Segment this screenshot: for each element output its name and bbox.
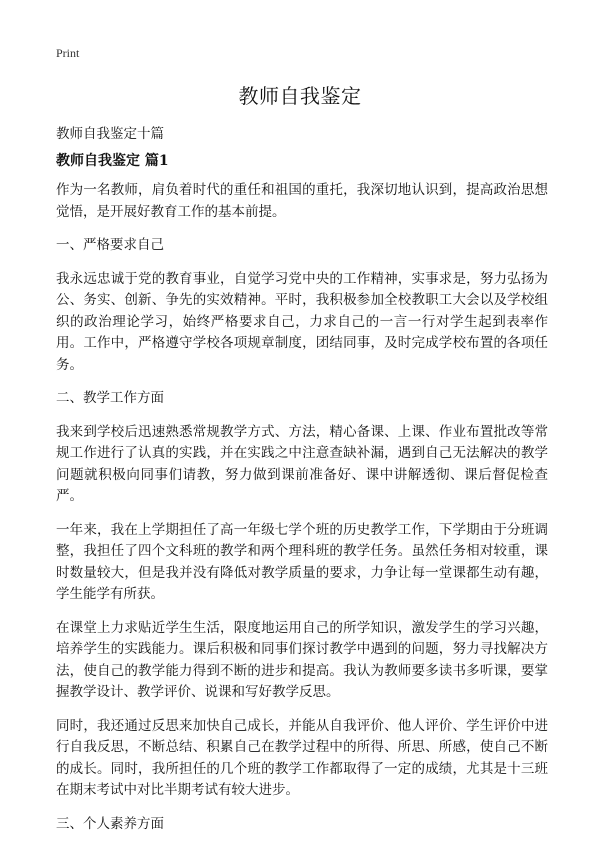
article-body (56, 180, 548, 847)
paragraph: 作为一名教师，肩负着时代的重任和祖国的重托，我深切地认识到，提高政治思想觉悟，是开展好教育工作的基本前提。 (56, 182, 548, 220)
article-heading: 教师自我鉴定 篇1 (56, 153, 169, 169)
collection-title: 教师自我鉴定十篇 (56, 126, 164, 142)
paragraph: 我永远忠诚于党的教育事业，自觉学习党中央的工作精神，实事求是，努力弘扬为公、务实、创新、争先的实效精神。平时，我积极参加全校教职工大会以及学校组织的政治理论学习，始终严格要求自己，力求自己的一言一行对学生起到表率作用。工作中，严格遵守学校各项规章制度，团结同事，及时完成学校布置的各项任务。 (56, 270, 548, 373)
paragraph: 在课堂上力求贴近学生生活，限度地运用自己的所学知识，激发学生的学习兴趣，培养学生的实践能力。课后积极和同事们探讨教学中遇到的问题，努力寻找解决方法，使自己的教学能力得到不断的进步和提高。我认为教师要多读书多听课，要掌握教学设计、教学评价、说课和写好教学反思。 (56, 619, 548, 700)
paragraph: 同时，我还通过反思来加快自己成长，并能从自我评价、他人评价、学生评价中进行自我反思，不断总结、积累自己在教学过程中的所得、所思、所感，使自己不断的成长。同时，我所担任的几个班的教学工作都取得了一定的成绩，尤其是十三班在期末考试中对比半期考试有较大进步。 (56, 717, 548, 798)
paragraph: 一年来，我在上学期担任了高一年级七学个班的历史教学工作，下学期由于分班调整，我担任了四个文科班的教学和两个理科班的教学任务。虽然任务相对较重，课时数量较大，但是我并没有降低对教学质量的要求，力争让每一堂课都生动有趣，学生能学有所获。 (56, 521, 548, 602)
section-heading: 二、教学工作方面 (56, 390, 164, 406)
document-title: 教师自我鉴定 (238, 84, 362, 108)
paragraph: 我来到学校后迅速熟悉常规教学方式、方法，精心备课、上课、作业布置批改等常规工作进行了认真的实践，并在实践之中注意查缺补漏，遇到自己无法解决的教学问题就积极向同事们请教，努力做到课前准备好、课中讲解透彻、课后督促检查严。 (56, 423, 548, 504)
print-link[interactable]: Print (56, 46, 80, 60)
section-heading: 一、严格要求自己 (56, 237, 164, 253)
section-heading: 三、个人素养方面 (56, 815, 164, 832)
